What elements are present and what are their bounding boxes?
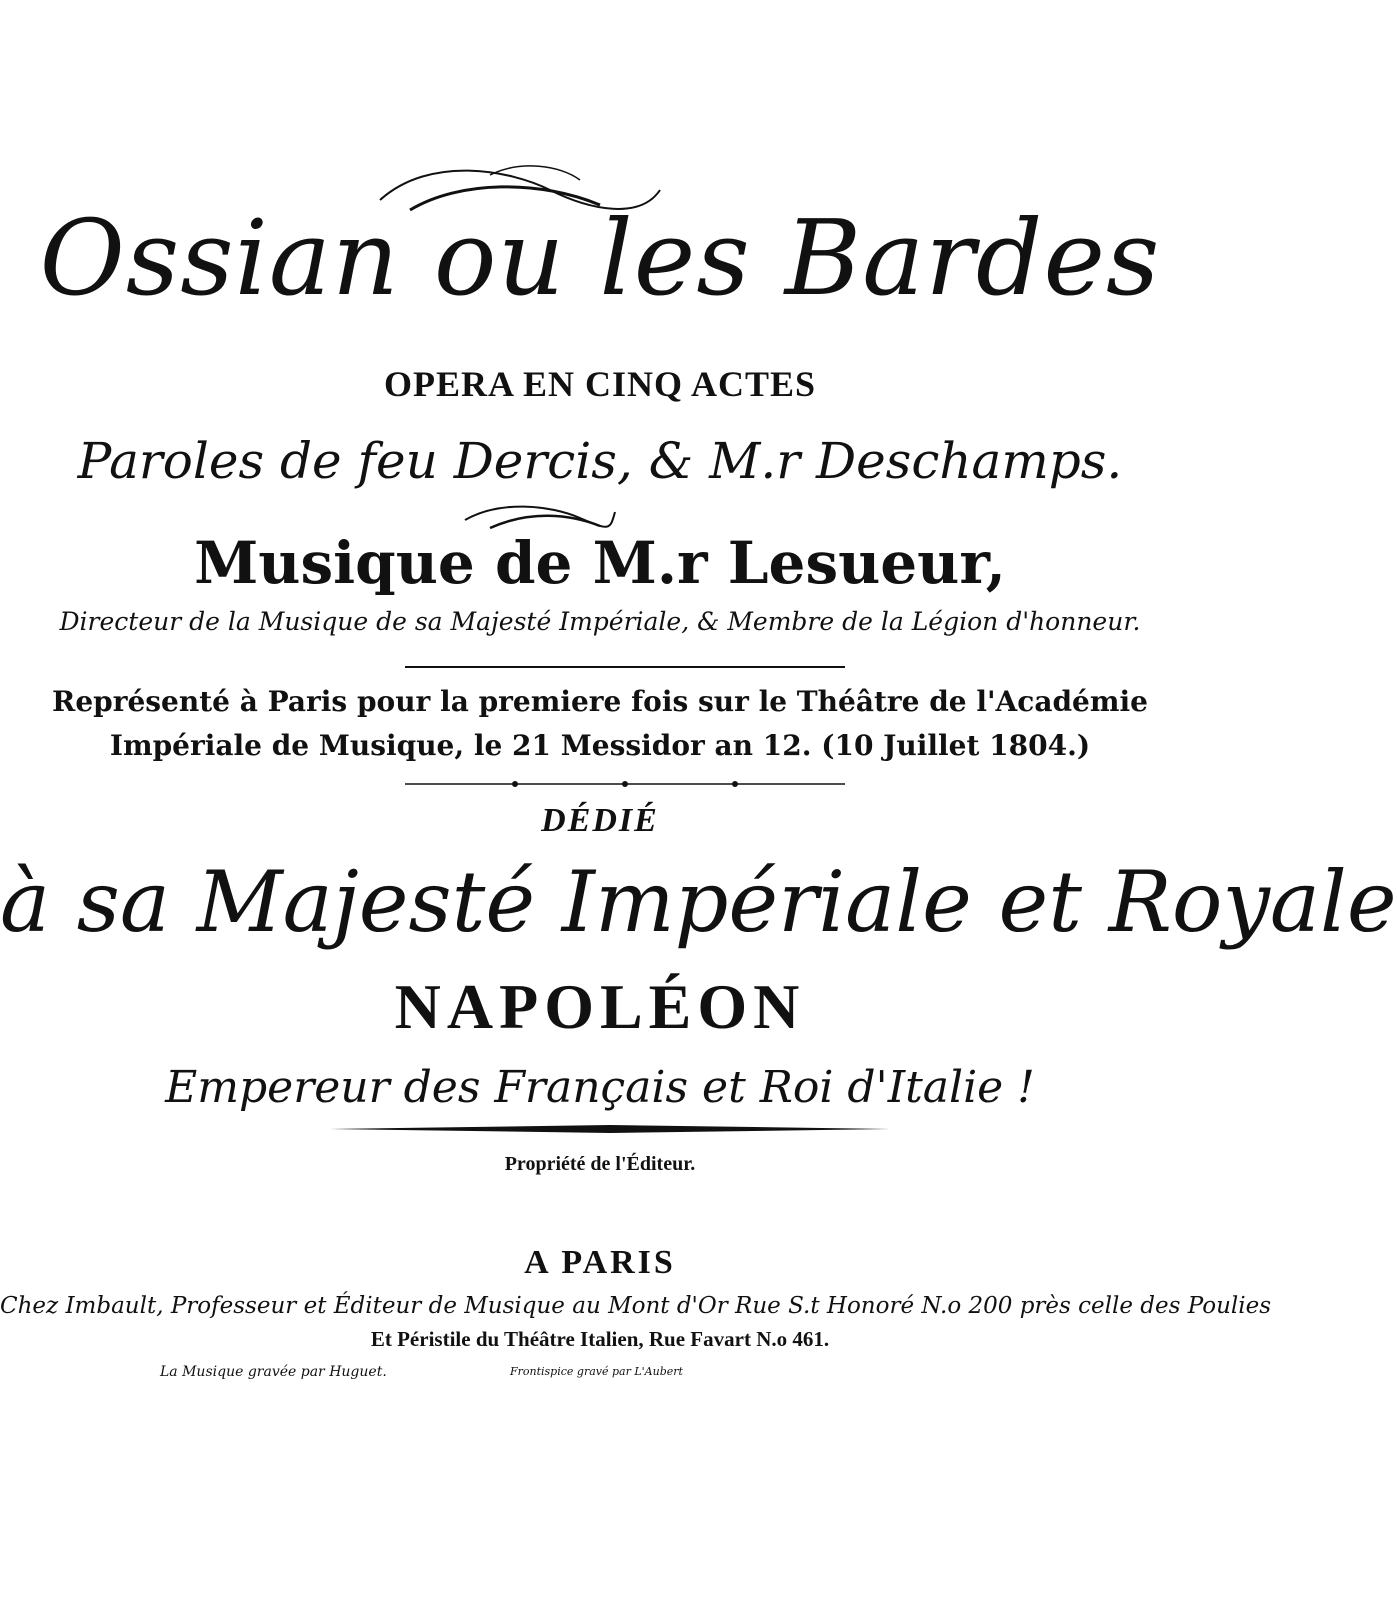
- dedication-label: DÉDIÉ: [541, 802, 659, 839]
- divider-rule: [405, 666, 845, 668]
- publisher-city: A PARIS: [524, 1244, 676, 1281]
- dedication-name-title: Empereur des Français et Roi d'Italie !: [165, 1062, 1035, 1113]
- publisher-address-line-1: Chez Imbault, Professeur et Éditeur de Musique au Mont d'Or Rue S.t Honoré N.o 200 près celle des Poulies: [0, 1293, 1272, 1319]
- premiere-line-2: Impériale de Musique, le 21 Messidor an 12. (10 Juillet 1804.): [109, 729, 1091, 762]
- tapered-divider-ornament: [330, 1124, 890, 1134]
- ownership-notice: Propriété de l'Éditeur.: [504, 1153, 696, 1175]
- dedication-recipient-title: à sa Majesté Impériale et Royale: [0, 853, 1397, 951]
- opera-subtitle: OPERA EN CINQ ACTES: [383, 364, 817, 404]
- composer-line: Musique de M.r Lesueur,: [194, 529, 1006, 597]
- dotted-divider-ornament: [405, 778, 845, 790]
- opera-title: Ossian ou les Bardes: [39, 197, 1161, 319]
- premiere-line-1: Représenté à Paris pour la premiere fois sur le Théâtre de l'Académie: [52, 685, 1148, 718]
- dedication-name: NAPOLÉON: [394, 971, 806, 1042]
- frontispiece-credit: Frontispice gravé par L'Aubert: [510, 1365, 683, 1378]
- engraver-credit: La Musique gravée par Huguet.: [160, 1364, 387, 1380]
- publisher-address-line-2: Et Péristile du Théâtre Italien, Rue Favart N.o 461.: [370, 1327, 830, 1351]
- librettists-line: Paroles de feu Dercis, & M.r Deschamps.: [77, 432, 1123, 490]
- composer-title-line: Directeur de la Musique de sa Majesté Impériale, & Membre de la Légion d'honneur.: [59, 607, 1141, 636]
